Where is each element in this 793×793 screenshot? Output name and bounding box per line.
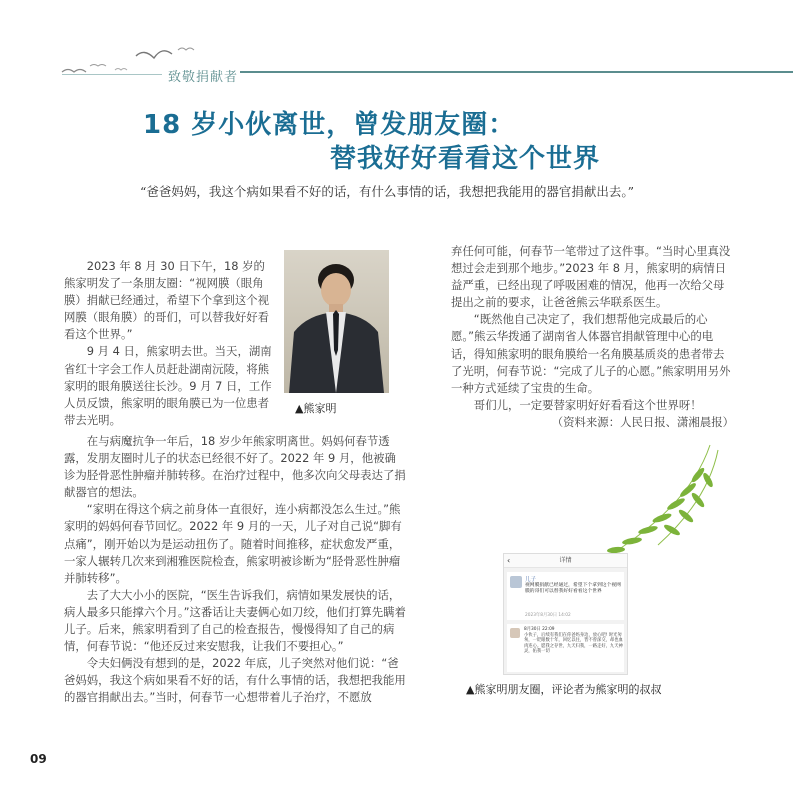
header-rule-short bbox=[62, 74, 162, 75]
avatar bbox=[510, 576, 522, 588]
paragraph-continuation: 弃任何可能，何春节一笔带过了这件事。“当时心里真没想过会走到那个地步。”2023 年 8 月，熊家明的病情日益严重，已经出现了呼吸困难的情况，他再一次给父母提出之前的要求，让爸爸熊云华联系医生。 bbox=[451, 244, 731, 310]
pull-quote: “爸爸妈妈，我这个病如果看不好的话，有什么事情的话，我想把我能用的器官捐献出去。” bbox=[140, 184, 635, 199]
paragraph: 去了大大小小的医院，“医生告诉我们，病情如果发展快的话，病人最多只能撑六个月。”这番话让夫妻俩心如刀绞，他们打算先瞒着儿子。后来，熊家明看到了自己的检查报告，慢慢得知了自己的病情，何春节说：“他还反过来安慰我，让我们不要担心。” bbox=[64, 587, 406, 654]
comment-time: 8月30日 22:09 bbox=[524, 627, 555, 632]
header-rule bbox=[240, 71, 793, 73]
article-column-left-bottom bbox=[64, 433, 407, 707]
screenshot-header bbox=[504, 554, 627, 568]
screenshot-caption: ▲熊家明朋友圈，评论者为熊家明的叔叔 bbox=[466, 683, 662, 696]
page-number: 09 bbox=[30, 752, 47, 766]
post-date: 2023年8月30日 14:02 bbox=[525, 613, 571, 618]
photo-caption: ▲熊家明 bbox=[295, 402, 337, 415]
portrait-photo bbox=[284, 250, 389, 393]
article-column-left-top bbox=[64, 258, 274, 429]
paragraph: “家明在得这个病之前身体一直很好，连小病都没怎么生过。”熊家明的妈妈何春节回忆。2022 年 9 月的一天，儿子对自己说“脚有点痛”，刚开始以为是运动扭伤了。随着时间推移，症状愈发严重，一家人辗转几次来到湘雅医院检查，熊家明被诊断为“胫骨恶性肿瘤并肺转移”。 bbox=[64, 502, 402, 585]
paragraph: 令夫妇俩没有想到的是，2022 年底，儿子突然对他们说：“爸爸妈妈，我这个病如果看不好的话，有什么事情的话，我想把我能用的器官捐献出去。”当时，何春节一心想带着儿子治疗，不愿放 bbox=[64, 656, 406, 705]
article-column-right bbox=[451, 243, 734, 431]
commenter-avatar bbox=[510, 628, 520, 638]
person-silhouette bbox=[284, 250, 389, 393]
screenshot-post bbox=[507, 572, 624, 620]
headline-line1: 18 岁小伙离世，曾发朋友圈： bbox=[143, 110, 516, 140]
paragraph: 2023 年 8 月 30 日下午，18 岁的熊家明发了一条朋友圈：“视网膜（眼角膜）捐献已经通过，希望下个拿到这个视网膜（眼角膜）的哥们，可以替我好好看看这个世界。” bbox=[64, 259, 270, 342]
source-note: （资料来源：人民日报、潇湘晨报） bbox=[551, 414, 734, 429]
comment-text bbox=[524, 627, 624, 655]
paragraph: 9 月 4 日，熊家明去世。当天，湖南省红十字会工作人员赶赴湖南沅陵，将熊家明的眼角膜送往长沙。9 月 7 日，工作人员反馈，熊家明的眼角膜已为一位患者带去光明。 bbox=[64, 344, 272, 427]
paragraph: “既然他自己决定了，我们想帮他完成最后的心愿。”熊云华拨通了湖南省人体器官捐献管理中心的电话，得知熊家明的眼角膜给一名角膜基质炎的患者带去了光明，何春节说：“完成了儿子的心愿。”熊家明用另外一种方式延续了宝贵的生命。 bbox=[451, 312, 731, 395]
post-text: 视网膜捐献已经通过，希望下个拿到这个视网膜的哥们可以替我好好看看这个世界 bbox=[525, 583, 621, 594]
comment-body: 小伙子，后续有我们在你爸妈身边，放心吧! 时光匆匆，一眨眼数十年，回忆以往，皆不曾深交，却也血肉连心。愿我之存世，九天归我，一路走好，九天神灵，佑我一切 bbox=[524, 632, 623, 655]
screenshot-title: 详情 bbox=[559, 557, 572, 564]
paragraph: 在与病魔抗争一年后，18 岁少年熊家明离世。妈妈何春节透露，发朋友圈时儿子的状态已经很不好了。2022 年 9 月，他被确诊为胫骨恶性肿瘤并肺转移。在治疗过程中，他多次向父母表达了捐献器官的想法。 bbox=[64, 434, 406, 500]
screenshot-comment bbox=[507, 624, 624, 672]
wechat-moments-screenshot bbox=[503, 553, 628, 675]
paragraph: 哥们儿，一定要替家明好好看看这个世界呀！ bbox=[473, 397, 702, 412]
back-arrow-icon: ‹ bbox=[507, 556, 511, 565]
poster-name: 儿子 bbox=[525, 577, 537, 583]
section-label: 致敬捐献者 bbox=[168, 70, 239, 85]
headline-line2: 替我好好看看这个世界 bbox=[330, 144, 601, 174]
